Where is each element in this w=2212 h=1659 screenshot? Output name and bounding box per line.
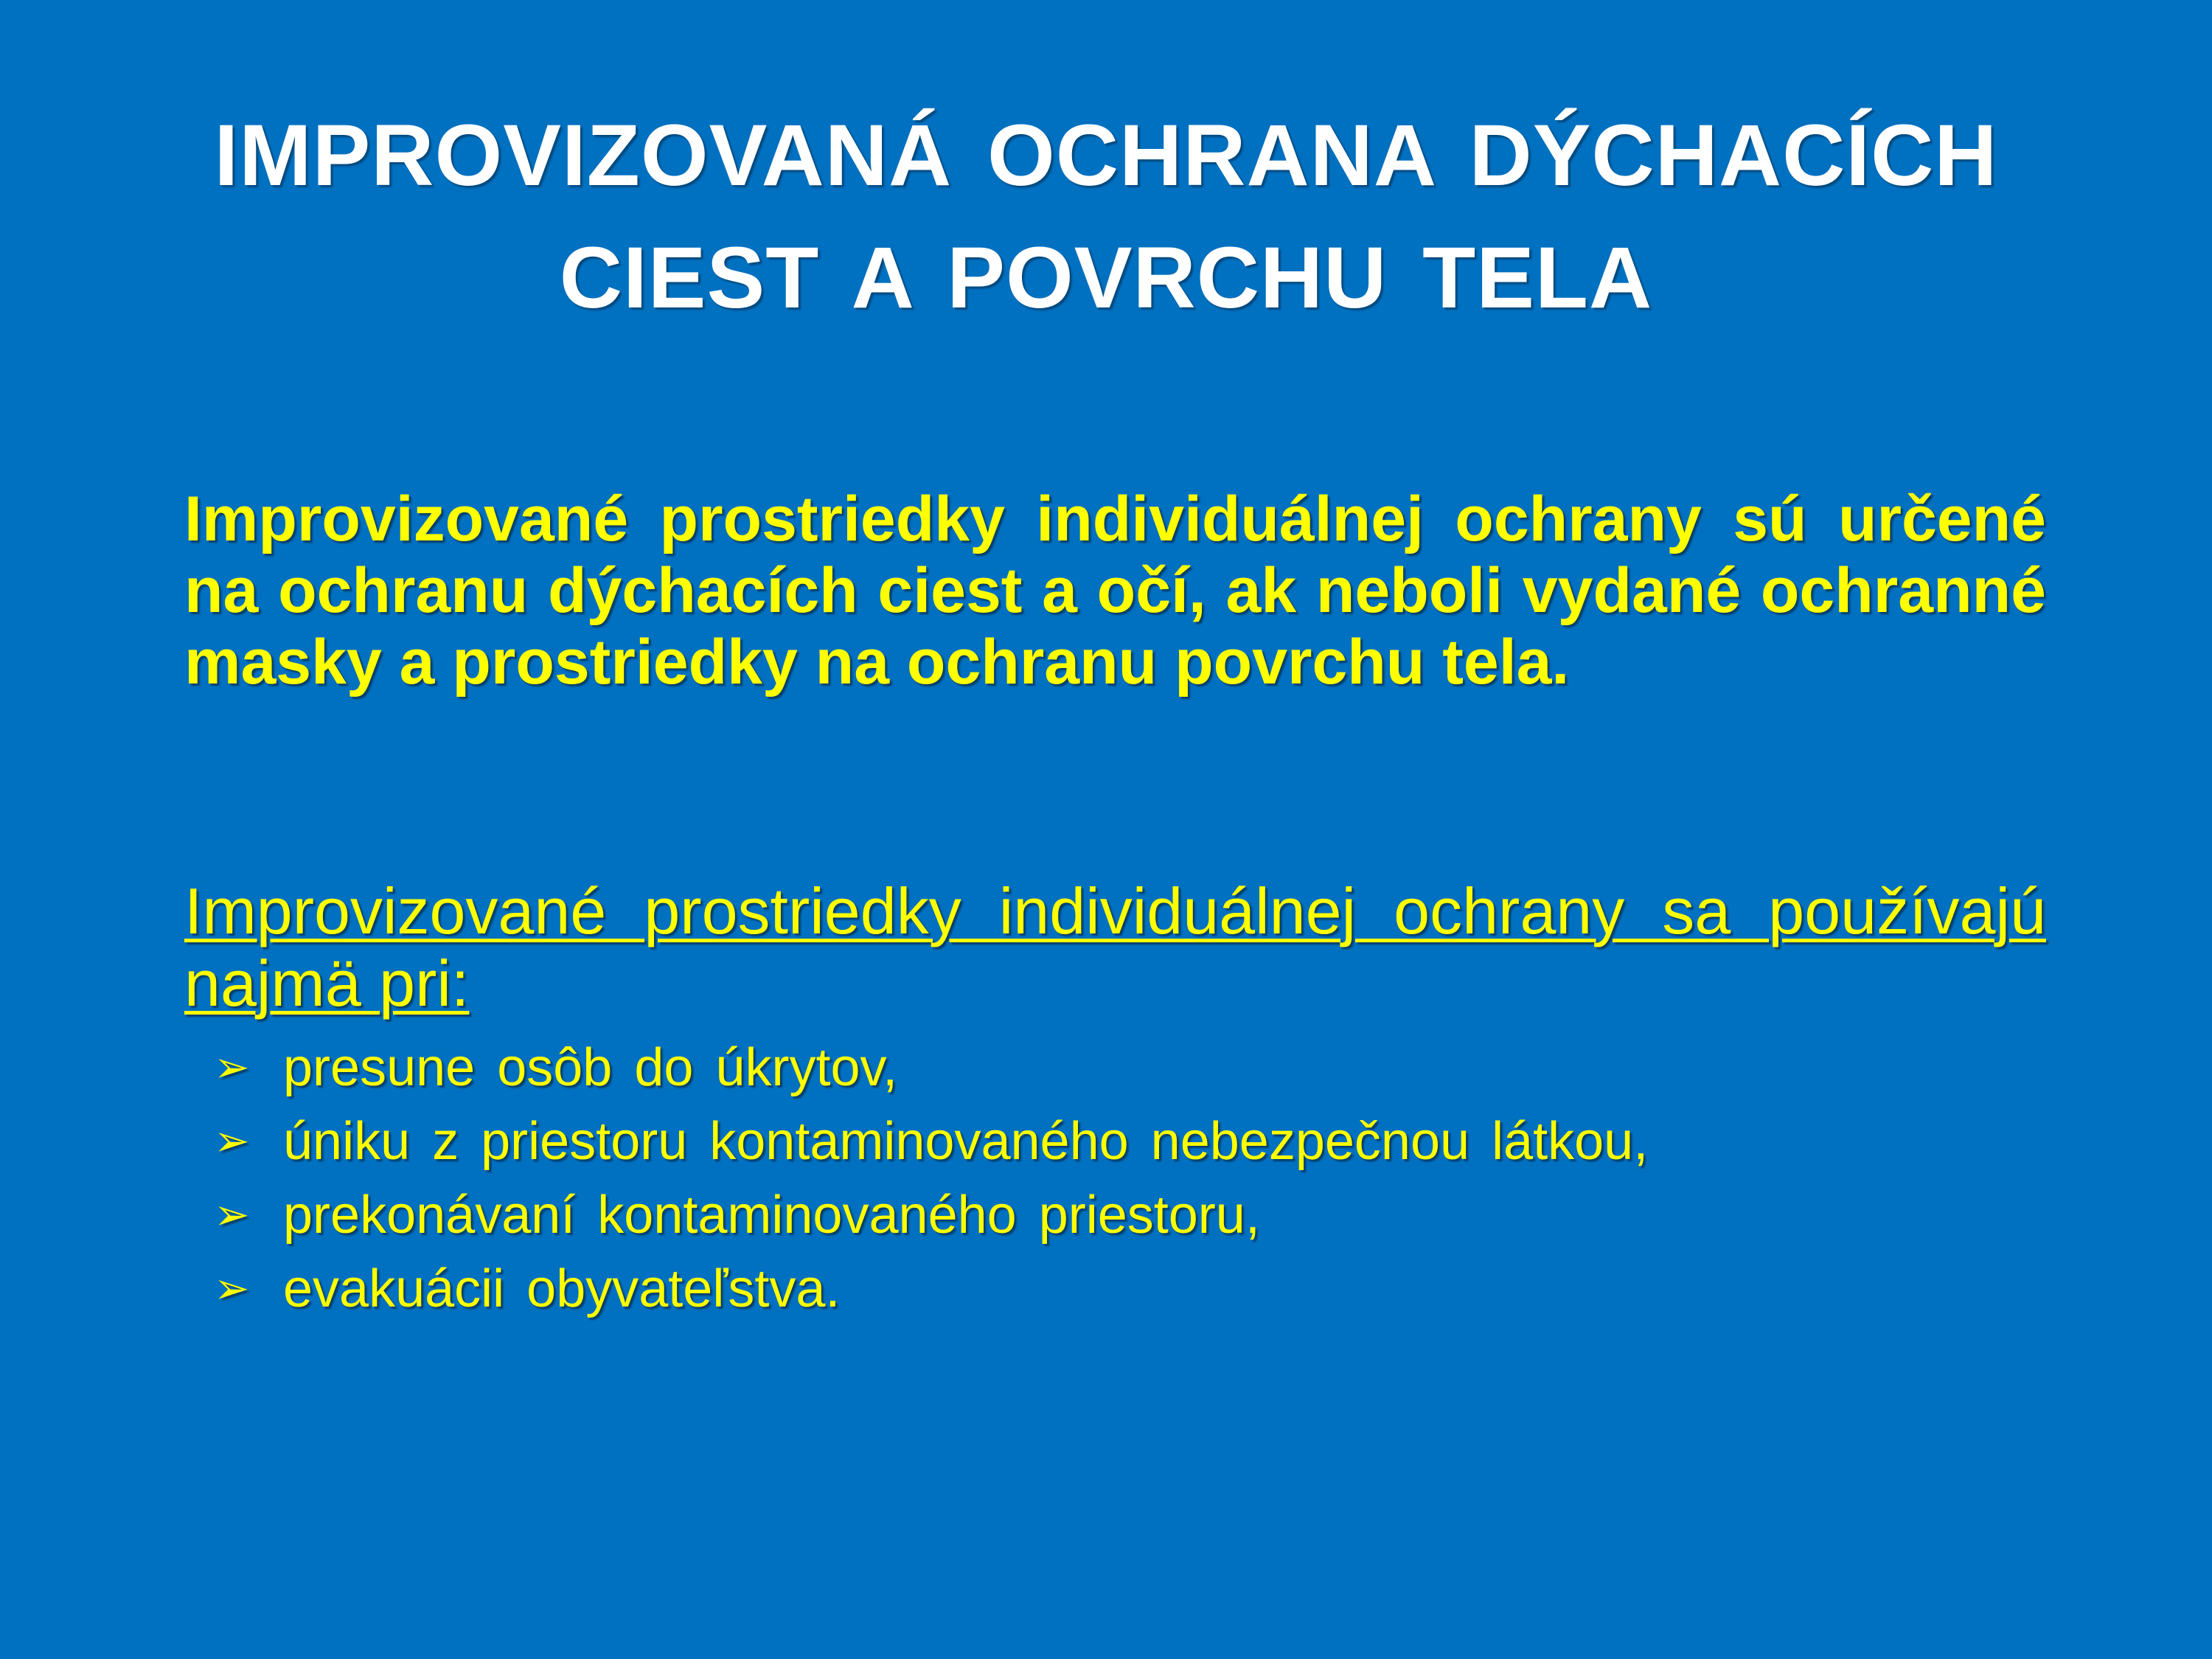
list-item-text: prekonávaní kontaminovaného priestoru, xyxy=(283,1186,1260,1245)
arrowhead-bullet-icon: ➢ xyxy=(214,1191,250,1239)
slide-title-line-2: CIEST A POVRCHU TELA xyxy=(559,229,1653,327)
arrowhead-bullet-icon: ➢ xyxy=(214,1117,250,1165)
list-item xyxy=(214,1252,2057,1326)
usage-list xyxy=(214,1031,2057,1326)
intro-paragraph: Improvizované prostriedky individuálnej ochrany sú určené na ochranu dýchacích ciest a očí, ak neboli vydané ochranné masky a prostriedky na ochranu povrchu tela. xyxy=(184,484,2046,698)
list-item xyxy=(214,1031,2057,1105)
slide-title xyxy=(103,94,2109,339)
list-item-text: úniku z priestoru kontaminovaného nebezpečnou látkou, xyxy=(283,1112,1649,1171)
list-item xyxy=(214,1105,2057,1178)
usage-heading: Improvizované prostriedky individuálnej ochrany sa používajú najmä pri: xyxy=(184,874,2046,1020)
arrowhead-bullet-icon: ➢ xyxy=(214,1043,250,1091)
list-item-text: presune osôb do úkrytov, xyxy=(283,1038,898,1097)
list-item-text: evakuácii obyvateľstva. xyxy=(283,1259,841,1318)
slide-title-line-1: IMPROVIZOVANÁ OCHRANA DÝCHACÍCH xyxy=(214,107,1998,204)
arrowhead-bullet-icon: ➢ xyxy=(214,1265,250,1312)
list-item xyxy=(214,1178,2057,1252)
